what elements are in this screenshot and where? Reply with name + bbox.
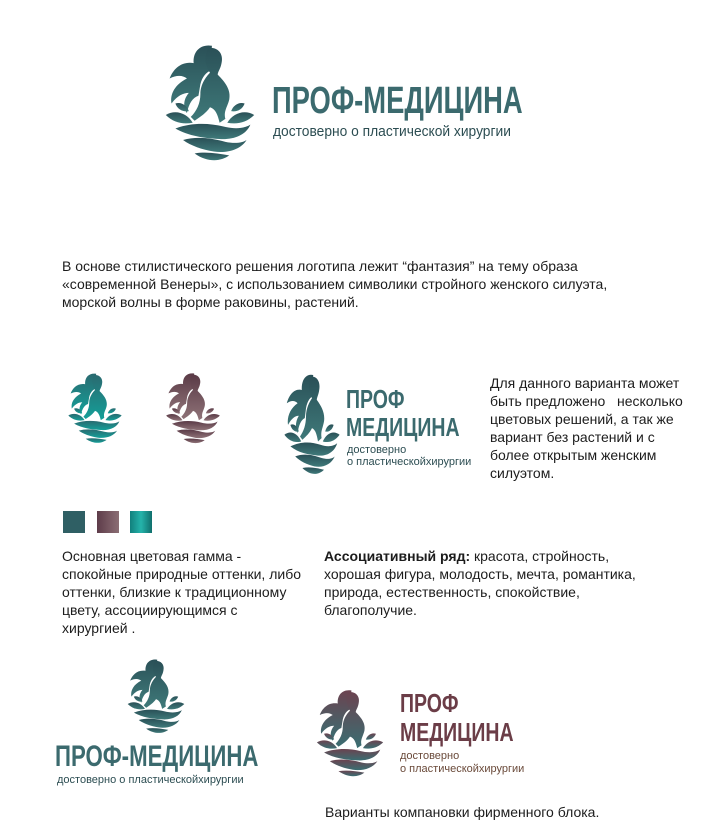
intro-paragraph: [62, 257, 682, 311]
variant-note-line: цветовых решений, а так же: [490, 411, 674, 427]
emblem-variant-mauve-icon: [163, 370, 223, 446]
variant-logo-line1: ПРОФ: [346, 384, 405, 414]
variant-note-line: быть предложено несколько: [490, 393, 683, 409]
main-logo-name: ПРОФ-МЕДИЦИНА: [272, 80, 523, 122]
brand-block-brown-tagline1: достоверно: [400, 750, 460, 762]
palette-note-line: хирургией .: [62, 620, 136, 636]
color-swatch-bright: [130, 511, 152, 533]
emblem-variant-bright-icon: [66, 370, 124, 446]
associative-line: благополучие.: [324, 602, 417, 618]
intro-line: морской волны в форме раковины, растений.: [62, 294, 359, 310]
venus-emblem-icon: [314, 686, 386, 780]
associative-line: хорошая фигура, молодость, мечта, романтика,: [324, 566, 636, 582]
brand-block-teal: [55, 656, 265, 786]
variant-logo-line2: МЕДИЦИНА: [346, 412, 460, 442]
variant-note: [490, 374, 710, 482]
venus-emblem-icon: [160, 40, 260, 165]
associative-line: природа, естественность, спокойствие,: [324, 584, 580, 600]
brand-block-brown: [314, 686, 544, 782]
color-swatch-mauve: [97, 511, 119, 533]
main-logo-tagline: достоверно о пластической хирургии: [273, 123, 511, 140]
venus-emblem-icon: [282, 370, 342, 478]
brand-block-brown-line1: ПРОФ: [400, 688, 459, 718]
brand-block-teal-tagline: достоверно о пластическойхирургии: [57, 774, 244, 786]
brand-block-teal-name: ПРОФ-МЕДИЦИНА: [55, 740, 259, 773]
brand-block-brown-line2: МЕДИЦИНА: [400, 717, 514, 747]
variant-logo: [282, 370, 472, 480]
intro-line: «современной Венеры», с использованием символики стройного женского силуэта,: [62, 276, 608, 292]
associative-note: [324, 547, 704, 619]
brand-block-brown-tagline2: о пластическойхирургии: [400, 763, 525, 775]
palette-note: [62, 547, 322, 637]
palette-note-line: оттенки, близкие к традиционному: [62, 584, 287, 600]
color-swatch-teal: [63, 511, 85, 533]
palette-note-line: Основная цветовая гамма -: [62, 548, 242, 564]
main-logo: [160, 40, 550, 170]
palette-note-line: спокойные природные оттенки, либо: [62, 566, 301, 582]
variant-logo-tagline1: достоверно: [347, 444, 407, 456]
associative-line: красота, стройность,: [470, 548, 610, 564]
intro-line: В основе стилистического решения логотипа лежит “фантазия” на тему образа: [62, 258, 578, 274]
palette-note-line: цвету, ассоциирующимся с: [62, 602, 238, 618]
venus-emblem-icon: [123, 656, 189, 736]
variant-note-line: вариант без растений и с: [490, 429, 655, 445]
variant-logo-tagline2: о пластическойхирургии: [347, 456, 472, 468]
variant-note-line: Для данного варианта может: [490, 375, 680, 391]
variant-note-line: более открытым женским: [490, 447, 657, 463]
variant-note-line: силуэтом.: [490, 465, 555, 481]
associative-label: Ассоциативный ряд:: [324, 548, 471, 564]
footer-caption: Варианты компановки фирменного блока.: [325, 804, 600, 820]
